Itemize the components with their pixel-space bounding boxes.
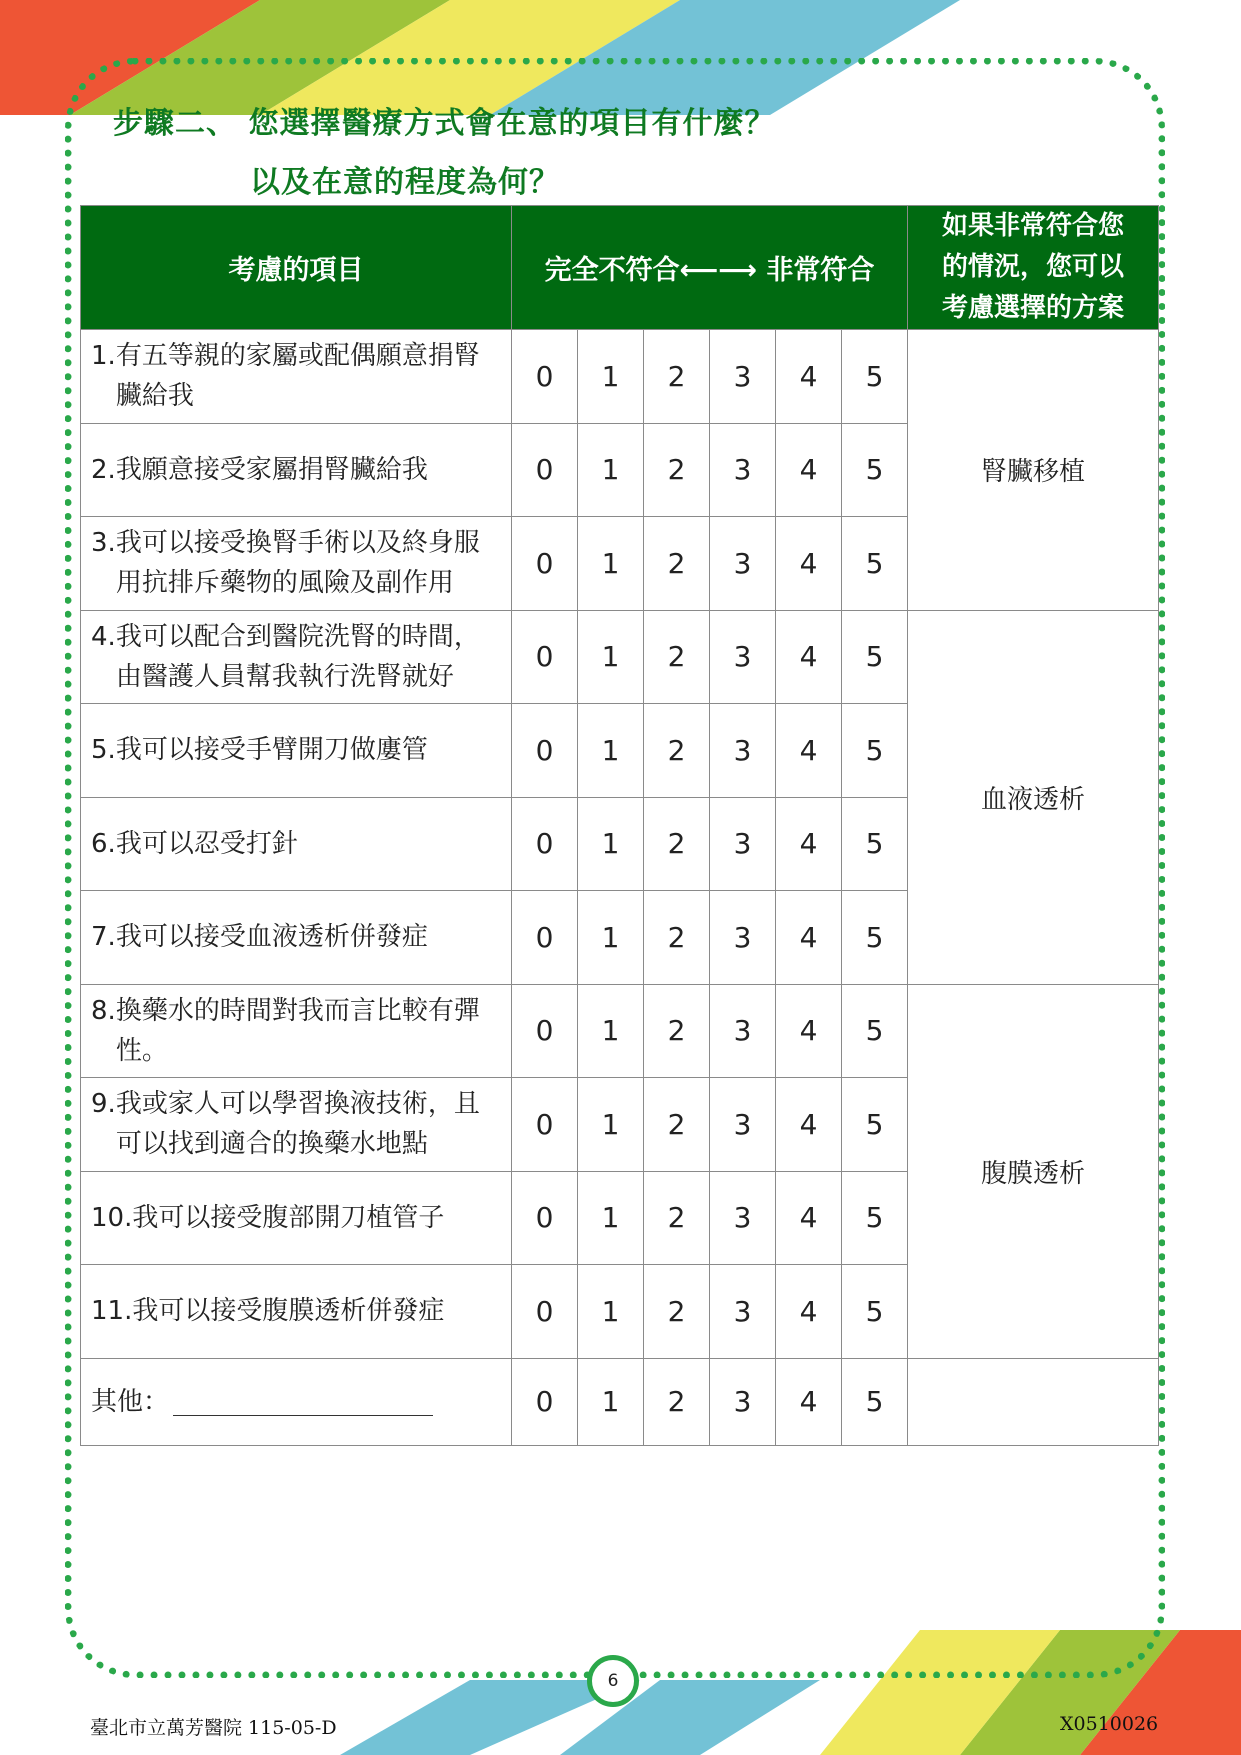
score-option[interactable]: 4 xyxy=(776,704,842,798)
item-cell xyxy=(81,610,512,704)
item-cell xyxy=(81,423,512,517)
other-fill-line[interactable] xyxy=(173,1389,433,1416)
table-row-other xyxy=(81,1358,1159,1445)
item-number: 5. xyxy=(91,735,116,766)
step-title: 步驟二、 您選擇醫療方式會在意的項目有什麼？ xyxy=(113,106,776,141)
score-option[interactable]: 2 xyxy=(644,610,710,704)
score-option[interactable]: 5 xyxy=(842,1078,908,1172)
table-row xyxy=(81,610,1159,704)
score-option[interactable]: 5 xyxy=(842,797,908,891)
score-option[interactable]: 0 xyxy=(512,610,578,704)
item-text: 我可以接受腹膜透析併發症 xyxy=(132,1296,445,1327)
score-option[interactable]: 1 xyxy=(578,1078,644,1172)
item-cell xyxy=(81,891,512,985)
item-cell xyxy=(81,330,512,424)
item-number: 6. xyxy=(91,828,116,859)
item-cell xyxy=(81,1078,512,1172)
page-number: 6 xyxy=(587,1655,639,1707)
other-cell xyxy=(81,1358,512,1445)
score-option[interactable]: 0 xyxy=(512,517,578,611)
score-option[interactable]: 0 xyxy=(512,330,578,424)
item-text: 換藥水的時間對我而言比較有彈性。 xyxy=(115,995,480,1066)
score-option[interactable]: 3 xyxy=(710,1171,776,1265)
score-option[interactable]: 5 xyxy=(842,704,908,798)
score-option[interactable]: 4 xyxy=(776,1171,842,1265)
score-option[interactable]: 0 xyxy=(512,984,578,1078)
score-option[interactable]: 5 xyxy=(842,423,908,517)
item-number: 8. xyxy=(91,995,116,1026)
score-option[interactable]: 4 xyxy=(776,891,842,985)
item-text: 我可以接受腹部開刀植管子 xyxy=(132,1202,445,1233)
score-option[interactable]: 0 xyxy=(512,423,578,517)
score-option[interactable]: 3 xyxy=(710,330,776,424)
score-option[interactable]: 2 xyxy=(644,891,710,985)
score-option[interactable]: 3 xyxy=(710,1358,776,1445)
item-number: 7. xyxy=(91,922,116,953)
item-cell xyxy=(81,1171,512,1265)
score-option[interactable]: 3 xyxy=(710,423,776,517)
score-option[interactable]: 1 xyxy=(578,1358,644,1445)
other-label: 其他： xyxy=(91,1386,170,1417)
score-option[interactable]: 2 xyxy=(644,1358,710,1445)
score-option[interactable]: 1 xyxy=(578,984,644,1078)
score-option[interactable]: 2 xyxy=(644,984,710,1078)
score-option[interactable]: 4 xyxy=(776,984,842,1078)
score-option[interactable]: 5 xyxy=(842,1358,908,1445)
score-option[interactable]: 4 xyxy=(776,797,842,891)
score-option[interactable]: 2 xyxy=(644,1265,710,1359)
score-option[interactable]: 3 xyxy=(710,704,776,798)
score-option[interactable]: 5 xyxy=(842,517,908,611)
score-option[interactable]: 0 xyxy=(512,704,578,798)
score-option[interactable]: 1 xyxy=(578,610,644,704)
item-text: 有五等親的家屬或配偶願意捐腎臟給我 xyxy=(115,341,480,412)
item-text: 我可以接受手臂開刀做廔管 xyxy=(115,735,428,766)
item-cell xyxy=(81,984,512,1078)
score-option[interactable]: 3 xyxy=(710,891,776,985)
plan-option: 血液透析 xyxy=(908,610,1159,984)
score-option[interactable]: 0 xyxy=(512,1171,578,1265)
score-option[interactable]: 5 xyxy=(842,1265,908,1359)
score-option[interactable]: 2 xyxy=(644,797,710,891)
score-option[interactable]: 1 xyxy=(578,423,644,517)
score-option[interactable]: 5 xyxy=(842,984,908,1078)
score-option[interactable]: 0 xyxy=(512,1265,578,1359)
header-plan-line: 的情況，您可以 xyxy=(941,252,1124,282)
item-text: 我可以配合到醫院洗腎的時間，由醫護人員幫我執行洗腎就好 xyxy=(115,621,480,692)
item-text: 我可以接受血液透析併發症 xyxy=(115,922,428,953)
score-option[interactable]: 5 xyxy=(842,330,908,424)
item-text: 我願意接受家屬捐腎臟給我 xyxy=(115,454,428,485)
footer-hospital: 臺北市立萬芳醫院 115-05-D xyxy=(90,1717,337,1739)
other-plan-cell xyxy=(908,1358,1159,1445)
score-option[interactable]: 4 xyxy=(776,1078,842,1172)
score-option[interactable]: 1 xyxy=(578,330,644,424)
item-number: 4. xyxy=(91,621,116,652)
score-option[interactable]: 0 xyxy=(512,891,578,985)
item-number: 2. xyxy=(91,454,116,485)
score-option[interactable]: 3 xyxy=(710,1078,776,1172)
score-option[interactable]: 2 xyxy=(644,704,710,798)
item-cell xyxy=(81,797,512,891)
plan-option: 腹膜透析 xyxy=(908,984,1159,1358)
score-option[interactable]: 2 xyxy=(644,1078,710,1172)
table-row xyxy=(81,984,1159,1078)
score-option[interactable]: 4 xyxy=(776,1265,842,1359)
score-option[interactable]: 3 xyxy=(710,984,776,1078)
item-number: 10. xyxy=(91,1202,133,1233)
score-option[interactable]: 1 xyxy=(578,891,644,985)
score-option[interactable]: 3 xyxy=(710,517,776,611)
score-option[interactable]: 1 xyxy=(578,1265,644,1359)
item-cell xyxy=(81,517,512,611)
item-number: 1. xyxy=(91,341,116,372)
score-option[interactable]: 2 xyxy=(644,1171,710,1265)
score-option[interactable]: 1 xyxy=(578,1171,644,1265)
table-header-row xyxy=(81,206,1159,330)
score-option[interactable]: 4 xyxy=(776,1358,842,1445)
score-option[interactable]: 4 xyxy=(776,423,842,517)
score-option[interactable]: 1 xyxy=(578,704,644,798)
score-option[interactable]: 5 xyxy=(842,1171,908,1265)
item-number: 11. xyxy=(91,1296,133,1327)
score-option[interactable]: 2 xyxy=(644,330,710,424)
header-item: 考慮的項目 xyxy=(81,206,512,330)
header-plan xyxy=(908,206,1159,330)
header-plan-line: 考慮選擇的方案 xyxy=(941,293,1124,323)
score-option[interactable]: 4 xyxy=(776,330,842,424)
score-option[interactable]: 3 xyxy=(710,797,776,891)
score-option[interactable]: 4 xyxy=(776,517,842,611)
item-text: 我可以接受換腎手術以及終身服用抗排斥藥物的風險及副作用 xyxy=(115,528,480,599)
item-cell xyxy=(81,704,512,798)
plan-option: 腎臟移植 xyxy=(908,330,1159,611)
consideration-table xyxy=(80,205,1159,1446)
score-option[interactable]: 2 xyxy=(644,517,710,611)
score-option[interactable]: 1 xyxy=(578,517,644,611)
item-text: 我或家人可以學習換液技術，且可以找到適合的換藥水地點 xyxy=(115,1089,480,1160)
score-option[interactable]: 4 xyxy=(776,610,842,704)
score-option[interactable]: 2 xyxy=(644,423,710,517)
item-number: 3. xyxy=(91,528,116,559)
score-option[interactable]: 5 xyxy=(842,610,908,704)
score-option[interactable]: 0 xyxy=(512,797,578,891)
score-option[interactable]: 0 xyxy=(512,1078,578,1172)
score-option[interactable]: 3 xyxy=(710,610,776,704)
table-row xyxy=(81,330,1159,424)
item-text: 我可以忍受打針 xyxy=(115,828,298,859)
score-option[interactable]: 0 xyxy=(512,1358,578,1445)
score-option[interactable]: 1 xyxy=(578,797,644,891)
score-option[interactable]: 3 xyxy=(710,1265,776,1359)
item-number: 9. xyxy=(91,1089,116,1120)
footer-code: X0510026 xyxy=(1060,1713,1159,1735)
step-subtitle: 以及在意的程度為何？ xyxy=(250,165,560,200)
header-plan-line: 如果非常符合您 xyxy=(941,211,1124,241)
header-scale: 完全不符合⟵⟶ 非常符合 xyxy=(512,206,908,330)
score-option[interactable]: 5 xyxy=(842,891,908,985)
item-cell xyxy=(81,1265,512,1359)
